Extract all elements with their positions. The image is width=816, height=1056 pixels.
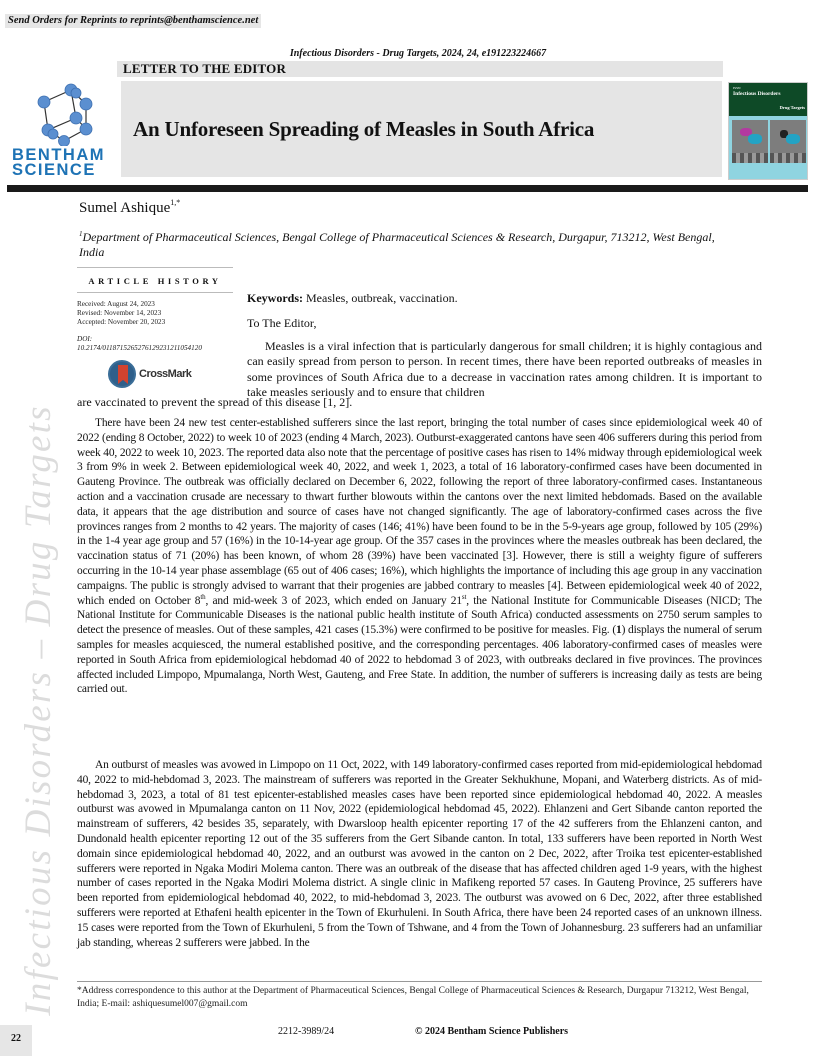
author-affiliation: $^1$Department of Pharmaceutical Sciences, Bengal College of Pharmaceutical Sciences & Research, Durgapur, 713212, West Bengal, India	[79, 230, 715, 259]
revised-date: Revised: November 14, 2023	[77, 309, 162, 317]
copyright: © 2024 Bentham Science Publishers	[415, 1026, 569, 1037]
body-paragraph: There have been 24 new test center-established sufferers since the last report, bringing the total number of cases since epidemiological week 40 of 2022 (ending 8 October, 2022) to week 10 of 2023 (ending 4 March, 2023). Outburst-exaggerated cantons have seen 406 sufferers during this period from week 40, 2022 to week 10, 2023. The reported data also note that the percentage of positive cases has risen to 14% midway through epidemiological week 3 from 9% in week 2. Between epidemiological week 40, 2022, and week 1, 2023, a total of 16 laboratory-confirmed cases have been documented in Gauteng Province. The outbreak was officially declared on December 6, 2022, following the report of three laboratory-confirmed cases. Instantaneous action and a vaccination crusade are necessary to thwart further blowouts within the cantons over the next limited hebdomads. Based on the available data, it appears that the age distribution and source of cases have not changed significantly. The age of laboratory-confirmed cases across the five provinces ranges from 2 months to 42 years. The majority of cases (146; 41%) have been found to be in the 5-9-years age group, followed by 105 (29%) in the 1-4 year age group and 57 (16%) in the 10-14-year age group. Of the 357 cases in the provinces where the measles outbreak has been declared, the vaccination status of 71 (20%) has been known, of whom 28 (39%) have been vaccinated [3]. However, there is still a weighty figure of sufferers occurring in the 10-14 year phase assemblage (65 out of 406 cases; 16%), which highlights the importance of including this age group in any vaccination campaigns. The public is strongly advised to warrant that their progenies are jabbed contrary to measles [4]. Between epidemiological week 40 of 2022, which ended on October 8th, and mid-week 3 of 2023, which ended on January 21st, the National Institute for Communicable Diseases (NICD; The National Institute for Communicable Diseases is the national public health institute of South Africa) conducted assessments on 2750 serum samples to detect the presence of measles. Out of these samples, 421 cases (15.3%) were confirmed to be positive for measles. Fig. (1) displays the numeral of serum samples for measles acquiesced, the numeral established positive, and the corresponding percentages. 406 laboratory-confirmed cases of measles were reported in South Africa from epidemiological hebdomad 40 of 2022 to hebdomad 3 of 2023, with outbreaks declared in five provinces. The provinces affected included Limpopo, Mpumalanga, North West, Gauteng, and Free State. In addition, the number of sufferers is increasing daily as tests are being carried out.	[77, 417, 762, 696]
crossmark-badge[interactable]	[108, 359, 233, 389]
received-date: Received: August 24, 2023	[77, 300, 155, 308]
author-name: Sumel Ashique$^{1,*}$	[79, 198, 181, 216]
keywords-value: Measles, outbreak, vaccination.	[303, 291, 458, 305]
article-title: An Unforeseen Spreading of Measles in South Africa	[133, 116, 595, 141]
issn: 2212-3989/24	[278, 1026, 335, 1037]
intro-paragraph-tail: are vaccinated to prevent the spread of this disease [1, 2].	[77, 395, 353, 409]
molecule-cube-icon	[24, 80, 104, 146]
doi-link[interactable]: 10.2174/0118715265276129231211054120	[77, 344, 202, 352]
figure-reference[interactable]: 1	[615, 624, 622, 637]
article-history-heading: ARTICLE HISTORY	[88, 276, 222, 286]
keywords	[247, 291, 458, 306]
history-dates	[77, 300, 233, 327]
footnote-divider	[77, 981, 762, 982]
cover-image-right	[770, 120, 806, 163]
title-band	[121, 81, 722, 177]
body-paragraph: An outburst of measles was avowed in Limpopo on 11 Oct, 2022, with 149 laboratory-confirmed cases reported from mid-epidemiological hebdomad 40, 2022 to mid-hebdomad 3, 2023. The mainstream of sufferers was reported in the Greater Sekhukhune, Mopani, and Waterberg districts. As of mid-hebdomad 3, 2023, a total of 81 test epicenter-established measles cases have been reported since epidemiological hebdomad 40, 2022. A measles outburst was avowed in Mpumalanga canton on 11 Nov, 2022 (epidemiological hebdomad 45, 2022). Ehlanzeni and Gert Sibande canton reported the mainstream of sufferers, 42 besides 35, separately, with Dwarsloop health epicenter reporting 17 of the 42 sufferers from the Ehlanzeni canton, and Dundonald health epicenter reporting 12 out of the 35 sufferers from the Gert Sibande canton. In total, 133 sufferers have been reported in North West domain since epidemiological hebdomad 40, 2022, and an outburst was avowed in the canton on 2 Dec, 2022, after Troika test epicenter-established sufferers were reported in Ngaka Modiri Molema canton. There was an outbreak of the disease that has affected children aged 1-9 years, with the highest number of cases reported in the Ngaka Modiri Molema district. A single clinic in Mafikeng reported 57 cases. In Gauteng Province, 25 sufferers have been reported from epidemiological hebdomad 40, 2022, to mid-hebdomad 3, 2023. The outburst was avowed on 6 Dec, 2022, after three established sufferers were reported at Ethafeni health epicenter in the Town of Ekurhuleni. In South Africa, there have been 24 reported cases of an unknown illness. 15 cases were reported from the Town of Ekurhuleni, 5 from the Town of Tshwane, and 4 from the Town of Johannesburg. 23 sufferers had an unfamiliar jab standing, whereas 2 sufferers were jabbed. In the	[77, 759, 762, 949]
journal-citation: Infectious Disorders - Drug Targets, 2024, 24, e191223224667	[289, 48, 547, 59]
intro-paragraph: Measles is a viral infection that is particularly dangerous for small children; it is highly contagious and can easily spread from person to person. In recent times, there have been reported outbreaks of measles in some provinces of South Africa due to a decrease in vaccination rates among children. It is important to take measles seriously and to ensure that children	[247, 339, 762, 400]
crossmark-icon	[108, 360, 136, 388]
doi-label: DOI:	[77, 335, 93, 343]
article-type-label: LETTER TO THE EDITOR	[117, 61, 723, 77]
cover-image-left	[732, 120, 768, 163]
salutation: To The Editor,	[247, 316, 317, 330]
journal-watermark: Infectious Disorders – Drug Targets	[18, 404, 59, 1016]
publisher-wordmark: BENTHAM SCIENCE	[12, 146, 105, 179]
publisher-logo	[8, 80, 114, 180]
journal-cover-thumbnail[interactable]: ISSN Infectious Disorders Drug Targets	[728, 82, 808, 180]
page-number: 22	[0, 1025, 32, 1056]
keywords-label: Keywords:	[247, 291, 303, 305]
header-divider	[7, 185, 808, 192]
reprint-notice: Send Orders for Reprints to reprints@benthamscience.net	[5, 14, 261, 28]
cover-subtitle: Drug Targets	[779, 105, 805, 110]
correspondence-footnote: *Address correspondence to this author at the Department of Pharmaceutical Sciences, Bengal College of Pharmaceutical Sciences & Research, Durgapur 713212, West Bengal, India; E-mail: ashiquesumel007@gmail.com	[77, 986, 749, 1009]
divider	[77, 292, 233, 293]
crossmark-label: CrossMark	[139, 368, 192, 380]
article-history	[77, 267, 233, 389]
accepted-date: Accepted: November 20, 2023	[77, 318, 166, 326]
cover-title: Infectious Disorders	[733, 91, 781, 97]
